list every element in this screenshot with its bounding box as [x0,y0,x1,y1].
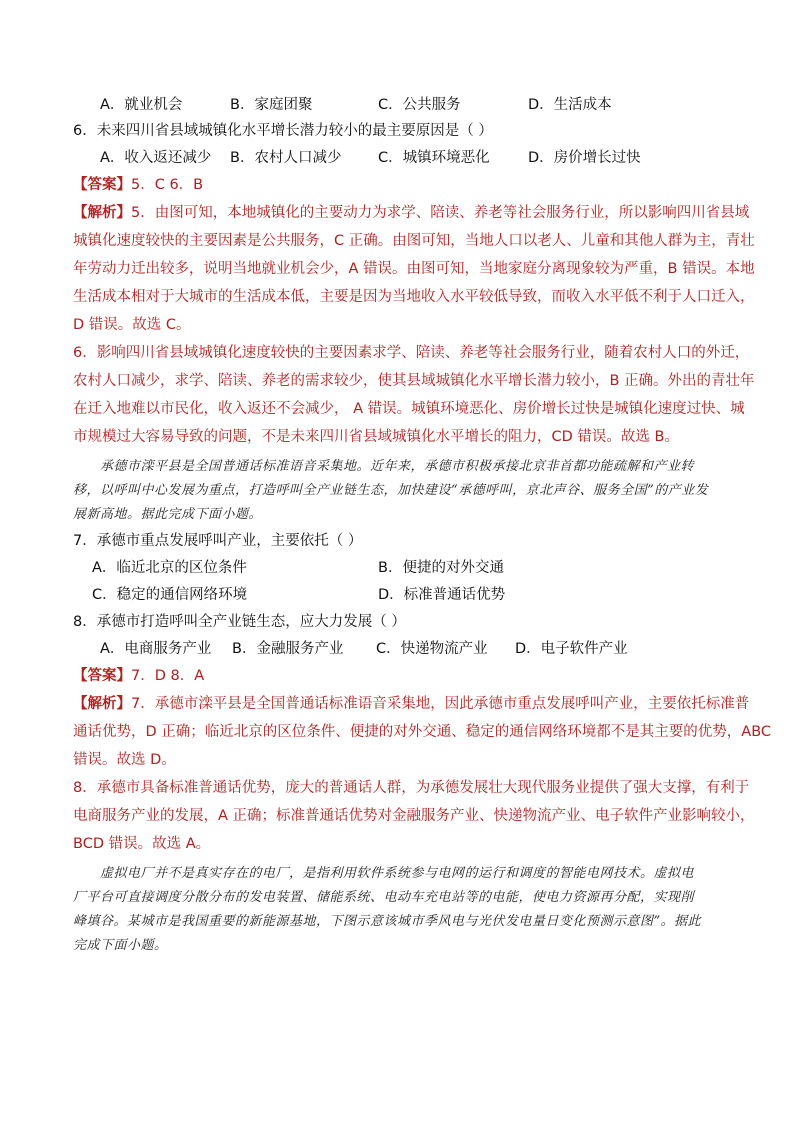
analysis-line: D 错误。故选 C。 [73,317,191,333]
answer-text: 7．D 8．A [131,668,205,684]
q8-option-d: D．电子软件产业 [515,641,628,657]
q5-option-b: B．家庭团聚 [230,97,313,113]
q7-option-a: A．临近北京的区位条件 [92,560,247,576]
analysis-line: 在迁入地难以市民化，收入返还不会减少， A 错误。城镇环境恶化、房价增长过快是城镇化速度过快、城 [73,401,745,417]
answer-text: 5．C 6．B [131,177,204,193]
q6-option-c: C．城镇环境恶化 [378,150,490,166]
intro-paragraph-line: 峰填谷。某城市是我国重要的新能源基地，下图示意该城市季风电与光伏发电量日变化预测示意图”。据此 [73,914,702,929]
intro-paragraph-line: 展新高地。据此完成下面小题。 [73,507,263,522]
analysis-line: 年劳动力迁出较多，说明当地就业机会少，A 错误。由图可知，当地家庭分离现象较为严重，B 错误。本地 [73,261,755,277]
analysis-line: 6．影响四川省县域城镇化速度较快的主要因素求学、陪读、养老等社会服务行业，随着农村人口的外迁， [73,345,750,361]
answer-label: 【答案】 [73,668,131,684]
analysis-line: 生活成本相对于大城市的生活成本低，主要是因为当地收入水平较低导致，而收入水平低不利于人口迁入， [73,289,755,305]
analysis-line: 错误。故选 D。 [73,752,176,768]
analysis-line: 【解析】5．由图可知，本地城镇化的主要动力为求学、陪读、养老等社会服务行业，所以影响四川省县域 [73,205,750,221]
q7-stem: 7．承德市重点发展呼叫产业，主要依托（ ） [73,533,363,549]
analysis-line: 市规模过大容易导致的问题，不是未来四川省县域城镇化水平增长的阻力，CD 错误。故选 B。 [73,429,679,445]
q7-option-b: B．便捷的对外交通 [378,560,504,576]
q8-stem: 8．承德市打造呼叫全产业链生态，应大力发展（ ） [73,614,406,630]
q6-stem: 6．未来四川省县域城镇化水平增长潜力较小的最主要原因是（ ） [73,123,493,139]
intro-paragraph-line: 承德市滦平县是全国普通话标准语音采集地。近年来，承德市积极承接北京非首都功能疏解和产业转 [100,459,695,474]
intro-paragraph-line: 移，以呼叫中心发展为重点，打造呼叫全产业链生态，加快建设“承德呼叫，京北声谷、服务全国”的产业发 [73,483,709,498]
q7-option-d: D．标准普通话优势 [378,587,506,603]
analysis-line: 【解析】7．承德市滦平县是全国普通话标准语音采集地，因此承德市重点发展呼叫产业，主要依托标准普 [73,696,750,712]
intro-paragraph-line: 完成下面小题。 [73,938,168,953]
intro-paragraph-line: 厂平台可直接调度分散分布的发电装置、储能系统、电动车充电站等的电能，使电力资源再分配，实现削 [73,890,695,905]
q5-option-d: D．生活成本 [528,97,612,113]
q8-option-b: B．金融服务产业 [232,641,344,657]
analysis-line: 电商服务产业的发展，A 正确；标准普通话优势对金融服务产业、快递物流产业、电子软件产业影响较小， [73,808,755,824]
answer-block-1 [73,175,734,195]
analysis-line: 通话优势，D 正确；临近北京的区位条件、便捷的对外交通、稳定的通信网络环境都不是其主要的优势，ABC [73,724,772,740]
answer-block-2 [73,666,734,686]
answer-label: 【答案】 [73,177,131,193]
analysis-line: BCD 错误。故选 A。 [73,836,211,852]
q6-option-a: A．收入返还减少 [100,150,212,166]
analysis-line: 农村人口减少，求学、陪读、养老的需求较少，使其县域城镇化水平增长潜力较小，B 正确。外出的青壮年 [73,373,755,389]
q8-option-c: C．快递物流产业 [376,641,488,657]
q8-option-a: A．电商服务产业 [100,641,212,657]
analysis-label: 【解析】 [73,696,131,712]
analysis-label: 【解析】 [73,205,131,221]
analysis-line: 城镇化速度较快的主要因素是公共服务，C 正确。由图可知，当地人口以老人、儿童和其他人群为主，青壮 [73,233,755,249]
q5-option-c: C．公共服务 [378,97,461,113]
q7-option-c: C．稳定的通信网络环境 [92,587,248,603]
q6-option-d: D．房价增长过快 [528,150,641,166]
q6-option-b: B．农村人口减少 [230,150,342,166]
q5-option-a: A．就业机会 [100,97,183,113]
intro-paragraph-line: 虚拟电厂并不是真实存在的电厂，是指利用软件系统参与电网的运行和调度的智能电网技术。虚拟电 [100,866,695,881]
analysis-line: 8．承德市具备标准普通话优势，庞大的普通话人群，为承德发展壮大现代服务业提供了强大支撑，有利于 [73,780,750,796]
